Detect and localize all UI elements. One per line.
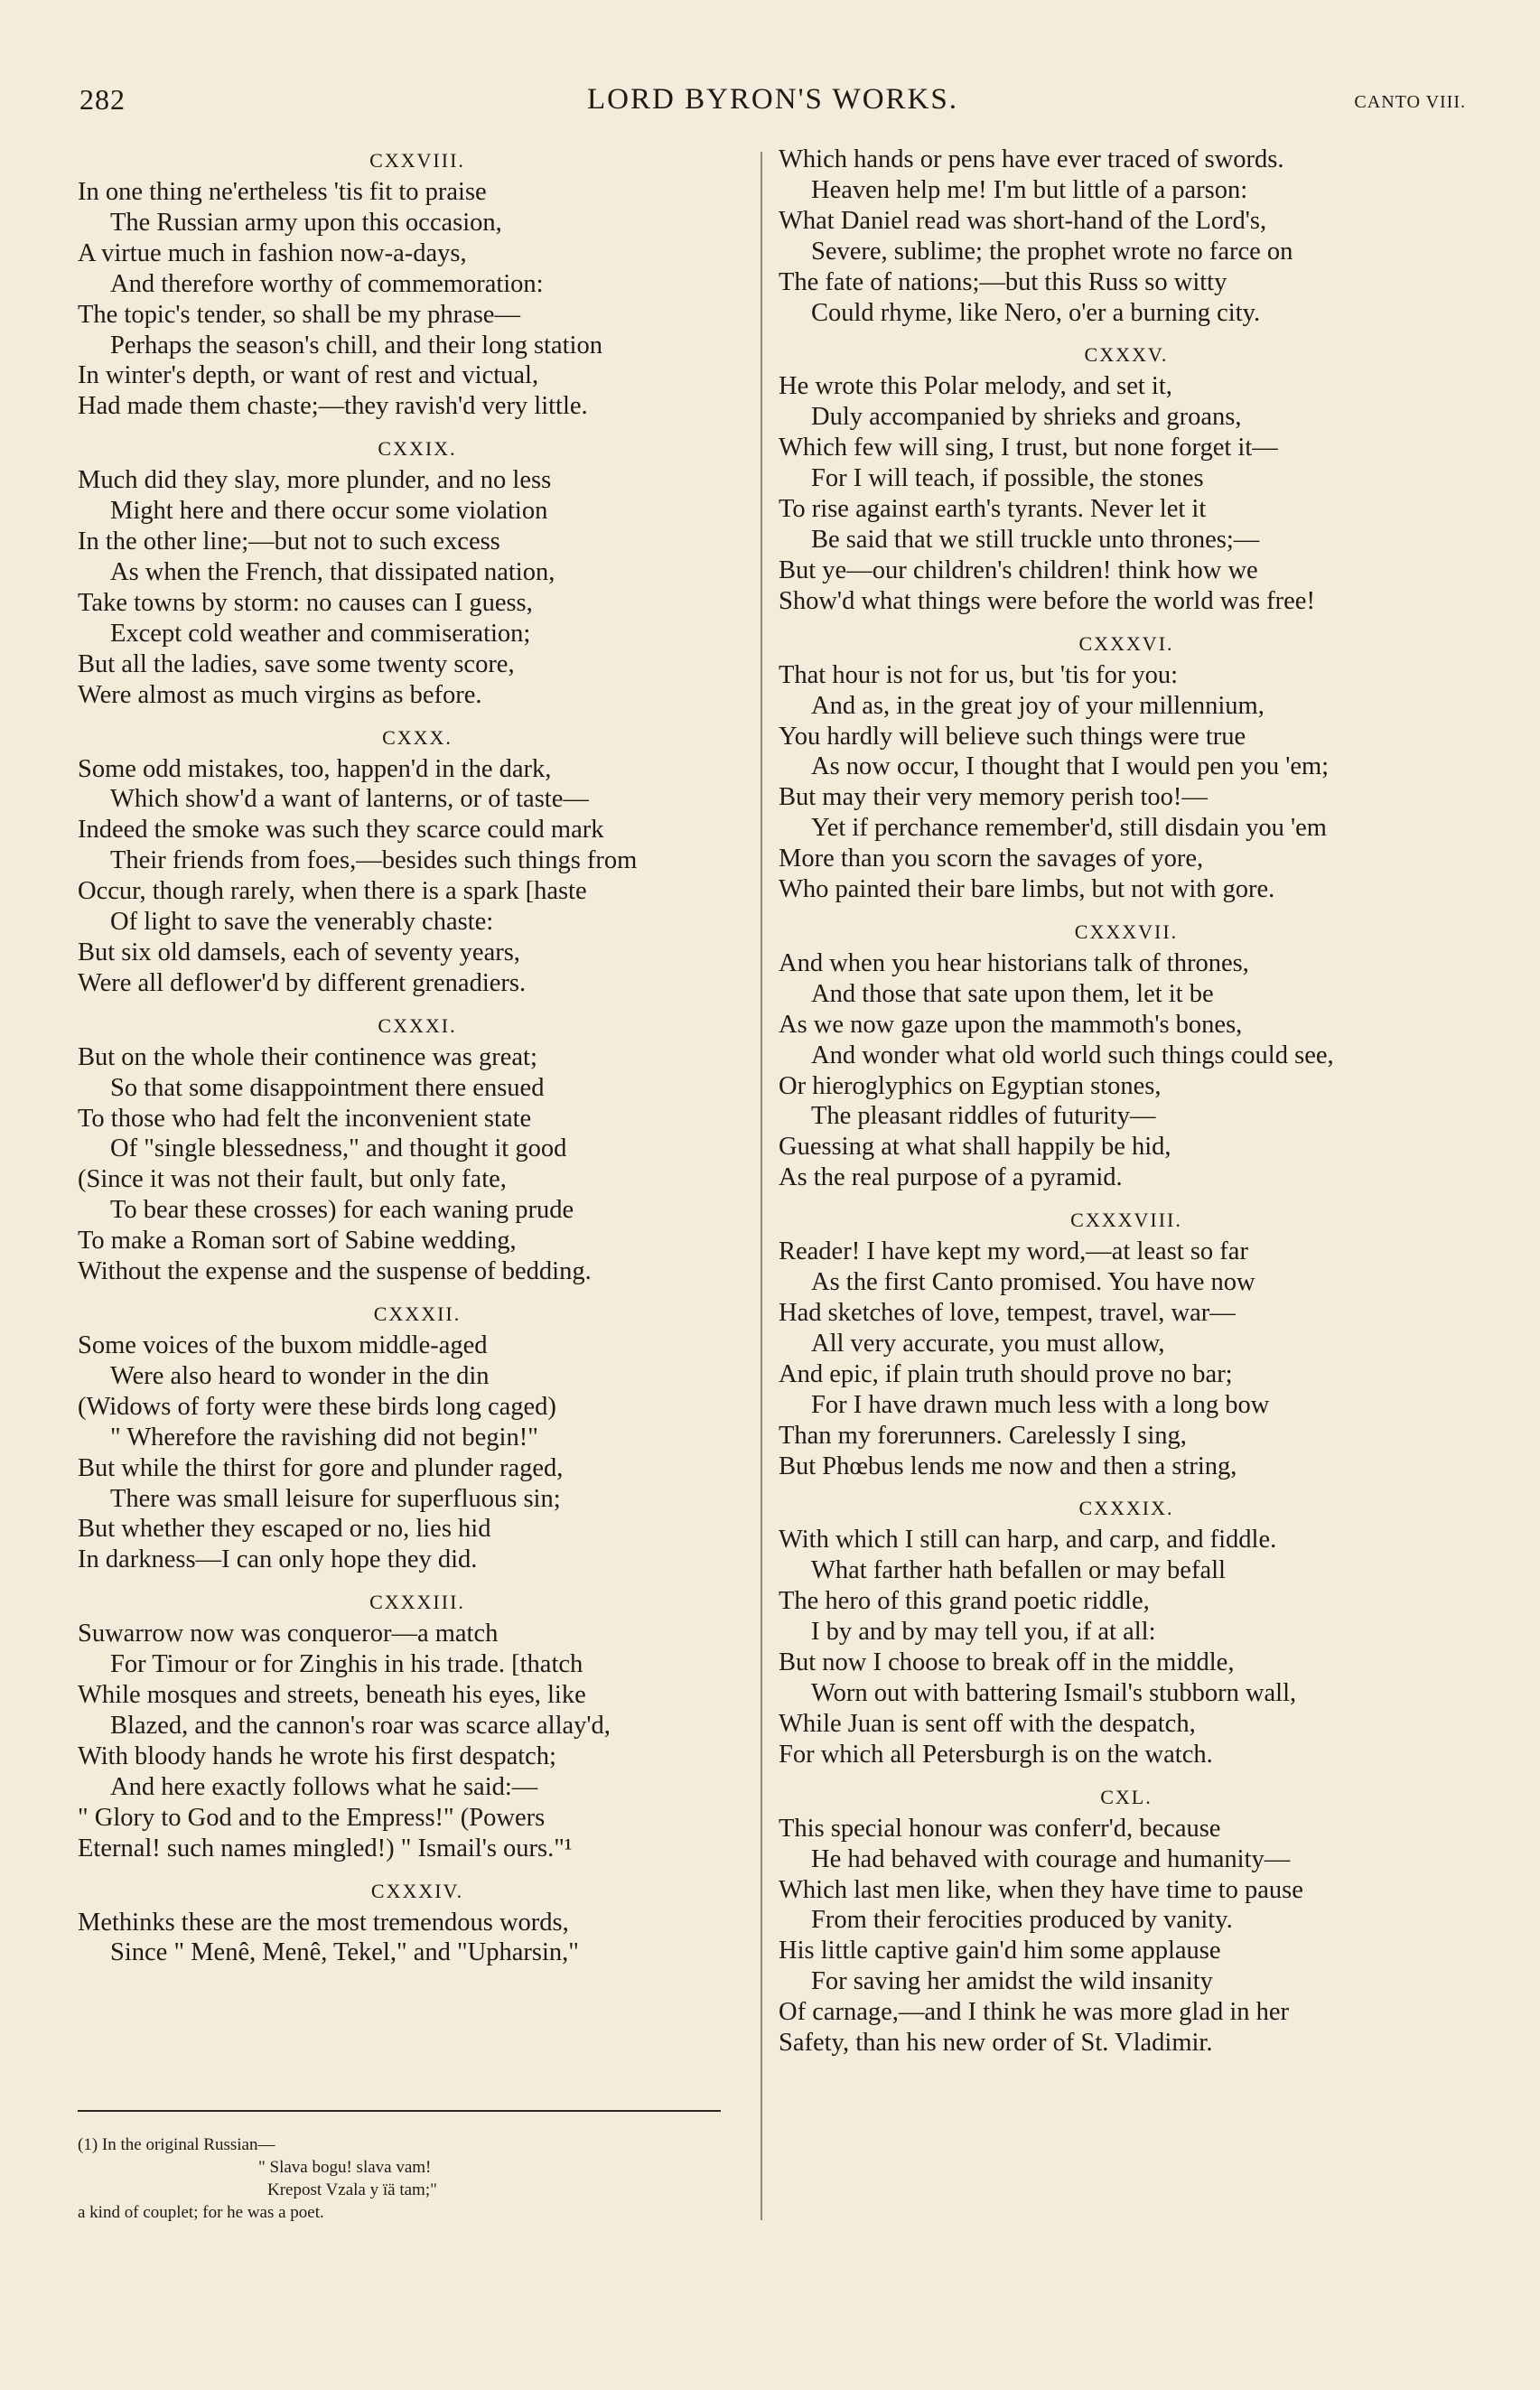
verse-line: To make a Roman sort of Sabine wedding, bbox=[78, 1227, 517, 1256]
verse-line: To rise against earth's tyrants. Never let it bbox=[779, 495, 1207, 524]
verse-line: This special honour was conferr'd, because bbox=[779, 1814, 1221, 1843]
canto-label: CANTO VIII. bbox=[1354, 92, 1466, 112]
verse-line: There was small leisure for superfluous sin; bbox=[110, 1484, 561, 1513]
stanza bbox=[779, 1492, 1474, 1769]
stanza-number: CXXXIX. bbox=[1078, 1497, 1174, 1520]
verse-line: With bloody hands he wrote his first despatch; bbox=[78, 1741, 556, 1770]
verse-line: He wrote this Polar melody, and set it, bbox=[779, 372, 1172, 401]
verse-line: The fate of nations;—but this Russ so witty bbox=[779, 267, 1227, 296]
stanza-number: CXXXIV. bbox=[370, 1879, 464, 1902]
verse-line: And here exactly follows what he said:— bbox=[110, 1772, 538, 1801]
verse-line: Eternal! such names mingled!) " Ismail's ours."¹ bbox=[78, 1834, 573, 1863]
verse-line: From their ferocities produced by vanity. bbox=[811, 1906, 1233, 1935]
verse-line: But six old damsels, each of seventy years, bbox=[78, 938, 520, 966]
verse-line: While mosques and streets, beneath his eyes, like bbox=[78, 1681, 586, 1710]
verse-line: With which I still can harp, and carp, and fiddle. bbox=[779, 1526, 1277, 1554]
stanza-number: CXXXIII. bbox=[369, 1591, 465, 1614]
verse-line: But Phœbus lends me now and then a string, bbox=[779, 1452, 1237, 1480]
verse-line: As now occur, I thought that I would pen you 'em; bbox=[811, 752, 1330, 781]
verse-line: The topic's tender, so shall be my phrase— bbox=[78, 300, 520, 329]
verse-line: In winter's depth, or want of rest and victual, bbox=[78, 361, 539, 390]
stanza-number: CXXVIII. bbox=[369, 149, 465, 172]
stanza-number: CXXIX. bbox=[378, 437, 457, 461]
verse-line: As the first Canto promised. You have now bbox=[811, 1268, 1255, 1297]
stanza bbox=[78, 722, 757, 999]
verse-line: Who painted their bare limbs, but not with gore. bbox=[779, 875, 1275, 904]
verse-line: As the real purpose of a pyramid. bbox=[779, 1163, 1123, 1192]
left-column bbox=[78, 145, 757, 1968]
verse-line: Methinks these are the most tremendous words, bbox=[78, 1908, 569, 1937]
verse-line: Had sketches of love, tempest, travel, war— bbox=[779, 1299, 1236, 1327]
verse-line: Indeed the smoke was such they scarce could mark bbox=[78, 816, 604, 845]
verse-line: You hardly will believe such things were true bbox=[779, 722, 1246, 751]
verse-line: Be said that we still truckle unto thrones;— bbox=[811, 525, 1260, 554]
verse-line: Yet if perchance remember'd, still disdain you 'em bbox=[811, 814, 1327, 843]
stanza bbox=[779, 1781, 1474, 2059]
stanza bbox=[78, 433, 757, 710]
verse-line: Which last men like, when they have time to pause bbox=[779, 1875, 1303, 1904]
verse-line: Which few will sing, I trust, but none forget it— bbox=[779, 434, 1278, 462]
verse-line: Could rhyme, like Nero, o'er a burning city. bbox=[811, 298, 1261, 327]
verse-line: And epic, if plain truth should prove no bar; bbox=[779, 1359, 1233, 1388]
verse-line: And therefore worthy of commemoration: bbox=[110, 269, 544, 298]
verse-line: Some voices of the buxom middle-aged bbox=[78, 1331, 488, 1359]
verse-line: And wonder what old world such things could see, bbox=[811, 1041, 1334, 1069]
verse-line: Some odd mistakes, too, happen'd in the dark, bbox=[78, 754, 552, 783]
verse-line: What Daniel read was short-hand of the Lord's, bbox=[779, 206, 1267, 235]
verse-line: A virtue much in fashion now-a-days, bbox=[78, 238, 467, 267]
verse-line: Heaven help me! I'm but little of a parson: bbox=[811, 175, 1248, 204]
verse-line: Show'd what things were before the world was free! bbox=[779, 586, 1315, 615]
verse-line: Which hands or pens have ever traced of swords. bbox=[779, 145, 1284, 173]
verse-line: " Wherefore the ravishing did not begin!" bbox=[110, 1423, 538, 1452]
verse-line: All very accurate, you must allow, bbox=[811, 1329, 1165, 1358]
verse-line: The hero of this grand poetic riddle, bbox=[779, 1587, 1150, 1616]
stanza-number: CXL. bbox=[1100, 1785, 1153, 1808]
verse-line: Perhaps the season's chill, and their long station bbox=[110, 331, 602, 359]
verse-line: But while the thirst for gore and plunder raged, bbox=[78, 1453, 564, 1482]
stanza bbox=[779, 145, 1474, 328]
verse-line: That hour is not for us, but 'tis for you: bbox=[779, 660, 1179, 689]
verse-line: Of carnage,—and I think he was more glad in her bbox=[779, 1998, 1290, 2027]
stanza bbox=[78, 1298, 757, 1575]
footnote-line: a kind of couplet; for he was a poet. bbox=[78, 2203, 324, 2222]
verse-line: For Timour or for Zinghis in his trade. [thatch bbox=[110, 1650, 583, 1679]
verse-line: Except cold weather and commiseration; bbox=[110, 619, 531, 648]
page-number: 282 bbox=[79, 83, 126, 116]
verse-line: But ye—our children's children! think how we bbox=[779, 555, 1258, 584]
verse-line: Were almost as much virgins as before. bbox=[78, 680, 482, 709]
verse-line: His little captive gain'd him some applause bbox=[779, 1937, 1221, 1965]
verse-line: While Juan is sent off with the despatch, bbox=[779, 1709, 1196, 1738]
stanza-number: CXXXVII. bbox=[1074, 920, 1179, 943]
verse-line: For I have drawn much less with a long bow bbox=[811, 1390, 1270, 1419]
verse-line: Safety, than his new order of St. Vladimir. bbox=[779, 2029, 1213, 2058]
footnote-line: Krepost Vzala y ïä tam;" bbox=[267, 2180, 437, 2199]
verse-line: Without the expense and the suspense of bedding. bbox=[78, 1257, 592, 1286]
stanza bbox=[779, 1204, 1474, 1481]
verse-line: And as, in the great joy of your millennium, bbox=[811, 691, 1265, 720]
verse-line: But now I choose to break off in the middle, bbox=[779, 1648, 1235, 1677]
verse-line: Worn out with battering Ismail's stubborn wall, bbox=[811, 1678, 1297, 1707]
verse-line: More than you scorn the savages of yore, bbox=[779, 845, 1204, 873]
stanza-number: CXXX. bbox=[382, 725, 453, 749]
stanza-number: CXXXVIII. bbox=[1070, 1209, 1182, 1232]
verse-line: Guessing at what shall happily be hid, bbox=[779, 1133, 1171, 1162]
verse-line: Blazed, and the cannon's roar was scarce allay'd, bbox=[110, 1711, 611, 1740]
verse-line: And those that sate upon them, let it be bbox=[811, 979, 1214, 1008]
column-divider bbox=[761, 152, 762, 2220]
verse-line: Occur, though rarely, when there is a spark [haste bbox=[78, 877, 587, 906]
verse-line: (Since it was not their fault, but only fate, bbox=[78, 1165, 507, 1194]
verse-line: So that some disappointment there ensued bbox=[110, 1073, 545, 1102]
footnote-rule bbox=[78, 2110, 721, 2112]
verse-line: Of "single blessedness," and thought it good bbox=[110, 1134, 567, 1163]
verse-line: " Glory to God and to the Empress!" (Powers bbox=[78, 1803, 546, 1832]
verse-line: Take towns by storm: no causes can I guess, bbox=[78, 588, 533, 617]
footnote-line: " Slava bogu! slava vam! bbox=[258, 2158, 432, 2177]
stanza-number: CXXXVI. bbox=[1078, 631, 1174, 655]
verse-line: For saving her amidst the wild insanity bbox=[811, 1967, 1213, 1996]
stanza bbox=[78, 1586, 757, 1863]
running-header bbox=[79, 83, 1466, 123]
stanza bbox=[78, 145, 757, 422]
verse-line: As we now gaze upon the mammoth's bones, bbox=[779, 1010, 1243, 1039]
footnote-line: (1) In the original Russian— bbox=[78, 2135, 275, 2154]
verse-line: For which all Petersburgh is on the watch. bbox=[779, 1740, 1213, 1769]
verse-line: Might here and there occur some violation bbox=[110, 497, 548, 526]
verse-line: Duly accompanied by shrieks and groans, bbox=[811, 403, 1242, 432]
verse-line: I by and by may tell you, if at all: bbox=[811, 1618, 1156, 1647]
verse-line: (Widows of forty were these birds long caged) bbox=[78, 1392, 556, 1421]
stanza bbox=[779, 916, 1474, 1193]
stanza bbox=[78, 1875, 757, 1969]
verse-line: But all the ladies, save some twenty score, bbox=[78, 649, 515, 678]
stanza bbox=[779, 628, 1474, 905]
verse-line: Reader! I have kept my word,—at least so far bbox=[779, 1237, 1248, 1266]
verse-line: As when the French, that dissipated nation, bbox=[110, 557, 555, 586]
verse-line: The pleasant riddles of futurity— bbox=[811, 1102, 1156, 1131]
running-title: LORD BYRON'S WORKS. bbox=[587, 83, 958, 116]
verse-line: But whether they escaped or no, lies hid bbox=[78, 1515, 491, 1544]
verse-line: Since " Menê, Menê, Tekel," and "Upharsin," bbox=[110, 1938, 579, 1967]
verse-line: The Russian army upon this occasion, bbox=[110, 208, 502, 237]
stanza-number: CXXXV. bbox=[1084, 343, 1169, 367]
verse-line: In one thing ne'ertheless 'tis fit to praise bbox=[78, 178, 487, 206]
verse-line: Much did they slay, more plunder, and no less bbox=[78, 466, 552, 495]
verse-line: Their friends from foes,—besides such things from bbox=[110, 846, 638, 875]
right-column bbox=[779, 145, 1474, 2059]
verse-line: Severe, sublime; the prophet wrote no farce on bbox=[811, 237, 1293, 266]
verse-line: In darkness—I can only hope they did. bbox=[78, 1545, 478, 1574]
verse-line: But may their very memory perish too!— bbox=[779, 783, 1208, 812]
verse-line: Were also heard to wonder in the din bbox=[110, 1361, 490, 1390]
stanza-number: CXXXII. bbox=[373, 1302, 462, 1325]
verse-line: And when you hear historians talk of thrones, bbox=[779, 948, 1249, 977]
verse-line: What farther hath befallen or may befall bbox=[811, 1556, 1226, 1585]
stanza bbox=[779, 339, 1474, 616]
verse-line: Which show'd a want of lanterns, or of taste— bbox=[110, 785, 589, 814]
verse-line: To those who had felt the inconvenient state bbox=[78, 1104, 532, 1133]
verse-line: To bear these crosses) for each waning prude bbox=[110, 1196, 574, 1225]
verse-line: Had made them chaste;—they ravish'd very little. bbox=[78, 392, 588, 421]
verse-line: He had behaved with courage and humanity— bbox=[811, 1844, 1291, 1873]
verse-line: Were all deflower'd by different grenadiers. bbox=[78, 968, 527, 997]
verse-line: For I will teach, if possible, the stones bbox=[811, 464, 1204, 493]
footnote bbox=[78, 2133, 728, 2224]
verse-line: In the other line;—but not to such excess bbox=[78, 527, 500, 556]
verse-line: Suwarrow now was conqueror—a match bbox=[78, 1620, 499, 1648]
stanza-number: CXXXI. bbox=[378, 1013, 457, 1037]
verse-line: Of light to save the venerably chaste: bbox=[110, 908, 494, 937]
verse-line: Or hieroglyphics on Egyptian stones, bbox=[779, 1071, 1162, 1100]
verse-line: Than my forerunners. Carelessly I sing, bbox=[779, 1421, 1187, 1450]
stanza bbox=[78, 1010, 757, 1287]
verse-line: But on the whole their continence was great; bbox=[78, 1042, 537, 1071]
